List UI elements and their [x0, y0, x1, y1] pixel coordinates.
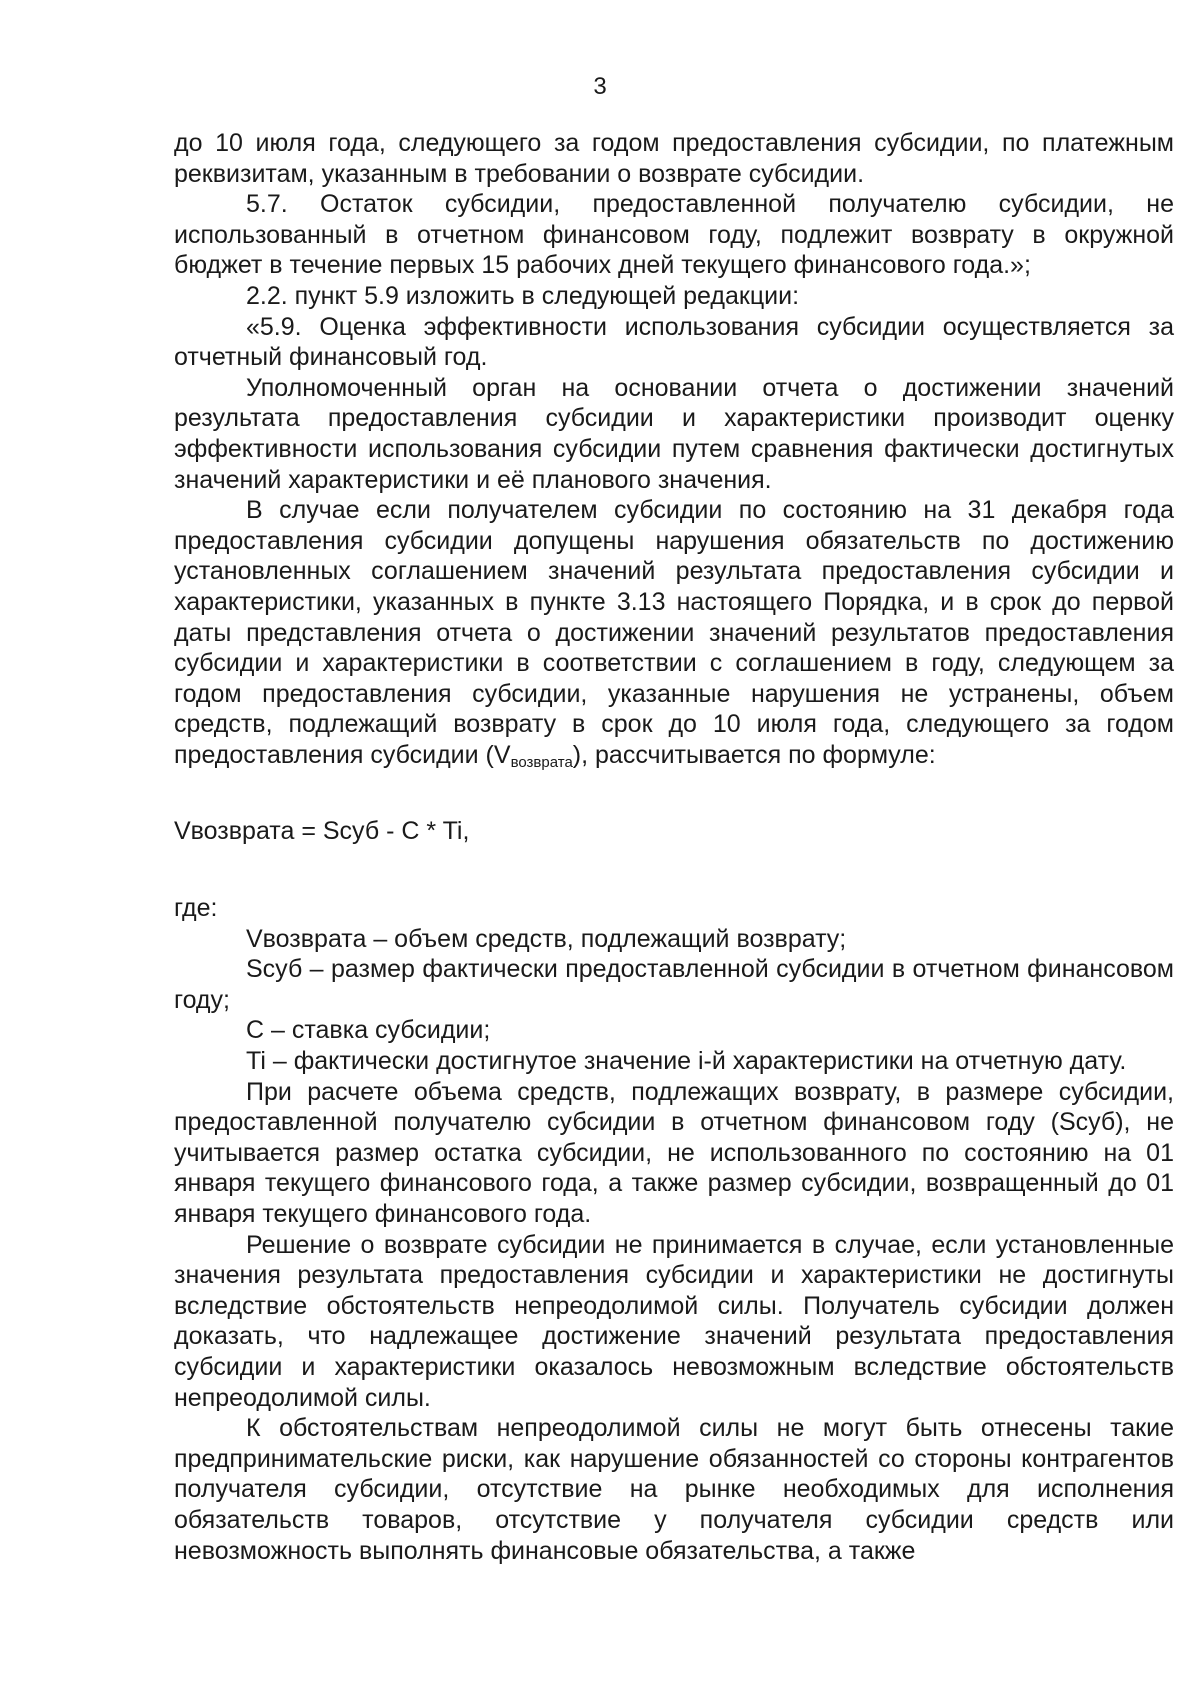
- paragraph-business-risks: К обстоятельствам непреодолимой силы не могут быть отнесены такие предпринимательские риски, как нарушение обязанностей со стороны контрагентов получателя субсидии, отсутствие на рынке необходимых для исполнения обязательств товаров, отсутствие у получателя субсидии средств или невозможность выполнять финансовые обязательства, а также: [174, 1414, 1174, 1565]
- violation-text: В случае если получателем субсидии по состоянию на 31 декабря года предоставления субсидии допущены нарушения обязательств по достижению установленных соглашением значений результата предоставления субсидии и характеристики, указанных в пункте 3.13 настоящего Порядка, и в срок до первой даты представления отчета о достижении значений результатов предоставления субсидии и характеристики в соответствии с соглашением в году, следующем за годом предоставления субсидии, указанные нарушения не устранены, объем средств, подлежащий возврату в срок до 10 июля года, следующего за годом предоставления субсидии (V: [174, 496, 1174, 769]
- paragraph-5-7: 5.7. Остаток субсидии, предоставленной получателю субсидии, не использованный в отчетном финансовом году, подлежит возврату в окружной бюджет в течение первых 15 рабочих дней текущего финансового года.»;: [174, 190, 1174, 280]
- page-number: 3: [593, 73, 607, 100]
- formula: Vвозврата = Sсуб - C * Ti,: [174, 817, 470, 846]
- paragraph-violation-case: [174, 495, 1174, 770]
- paragraph-calculation: При расчете объема средств, подлежащих возврату, в размере субсидии, предоставленной получателю субсидии в отчетном финансовом году (Sсуб), не учитывается размер остатка субсидии, не использованного по состоянию на 01 января текущего финансового года, а также размер субсидии, возвращенный до 01 января текущего финансового года.: [174, 1077, 1174, 1228]
- where-label: где:: [174, 894, 218, 923]
- paragraph-2-2: 2.2. пункт 5.9 изложить в следующей редакции:: [246, 281, 800, 310]
- definition-v-return: Vвозврата – объем средств, подлежащий возврату;: [246, 924, 847, 953]
- paragraph-continuation: до 10 июля года, следующего за годом предоставления субсидии, по платежным реквизитам, указанным в требовании о возврате субсидии.: [174, 129, 1174, 188]
- document-body: [174, 128, 1174, 1566]
- definition-c: C – ставка субсидии;: [246, 1016, 491, 1045]
- paragraph-force-majeure: Решение о возврате субсидии не принимается в случае, если установленные значения результата предоставления субсидии и характеристики не достигнуты вследствие обстоятельств непреодолимой силы. Получатель субсидии должен доказать, что надлежащее достижение значений результата предоставления субсидии и характеристики оказалось невозможным вследствие обстоятельств непреодолимой силы.: [174, 1230, 1174, 1412]
- violation-tail: ), рассчитывается по формуле:: [572, 740, 936, 769]
- paragraph-authorized-body: Уполномоченный орган на основании отчета о достижении значений результата предоставления субсидии и характеристики производит оценку эффективности использования субсидии путем сравнения фактически достигнутых значений характеристики и её планового значения.: [174, 373, 1174, 494]
- paragraph-5-9: «5.9. Оценка эффективности использования субсидии осуществляется за отчетный финансовый год.: [174, 312, 1174, 372]
- definition-s-sub: Sсуб – размер фактически предоставленной субсидии в отчетном финансовом году;: [174, 955, 1174, 1014]
- definition-ti: Ti – фактически достигнутое значение i-й характеристики на отчетную дату.: [246, 1047, 1127, 1076]
- v-return-subscript: возврата: [510, 753, 573, 771]
